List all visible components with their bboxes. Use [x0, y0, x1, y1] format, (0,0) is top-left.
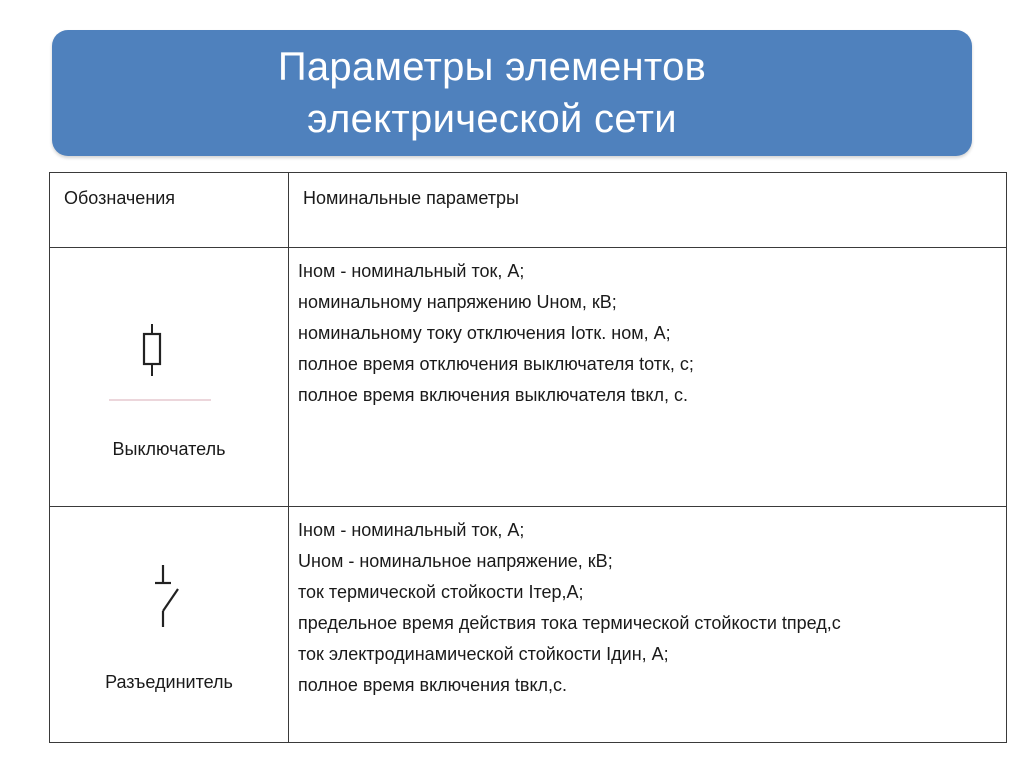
table-row: [50, 248, 1007, 507]
param-line: полное время включения tвкл,с.: [298, 675, 568, 695]
table-header-row: [50, 173, 1007, 248]
table-row: [50, 507, 1007, 743]
symbol-name: Выключатель: [112, 439, 226, 459]
param-line: Iном - номинальный ток, А;: [298, 261, 525, 281]
header-designation: Обозначения: [50, 173, 289, 248]
parameters-cell: [289, 507, 1007, 743]
symbol-cell: [50, 248, 289, 507]
param-line: полное время отключения выключателя tотк, с;: [298, 354, 694, 374]
param-line: номинальному току отключения Iотк. ном, А;: [298, 323, 671, 343]
param-line: предельное время действия тока термической стойкости tпред,с: [298, 613, 841, 633]
param-line: Uном - номинальное напряжение, кВ;: [298, 551, 613, 571]
title-line-2: электрической сети: [307, 97, 677, 141]
parameters-table: [49, 172, 1007, 743]
param-line: ток электродинамической стойкости Iдин, А;: [298, 644, 669, 664]
param-line: Iном - номинальный ток, А;: [298, 520, 525, 540]
param-line: номинальному напряжению Uном, кВ;: [298, 292, 617, 312]
title-line-1: Параметры элементов: [277, 45, 707, 89]
symbol-cell: [50, 507, 289, 743]
parameters-cell: [289, 248, 1007, 507]
disconnector-symbol-icon: [145, 561, 195, 631]
title-banner: [52, 30, 972, 156]
param-line: полное время включения выключателя tвкл, с.: [298, 385, 688, 405]
header-nominal-parameters: Номинальные параметры: [289, 173, 1007, 248]
symbol-name: Разъединитель: [105, 672, 233, 692]
circuit-breaker-symbol-icon: [105, 320, 217, 410]
param-line: ток термической стойкости Iтер,А;: [298, 582, 584, 602]
